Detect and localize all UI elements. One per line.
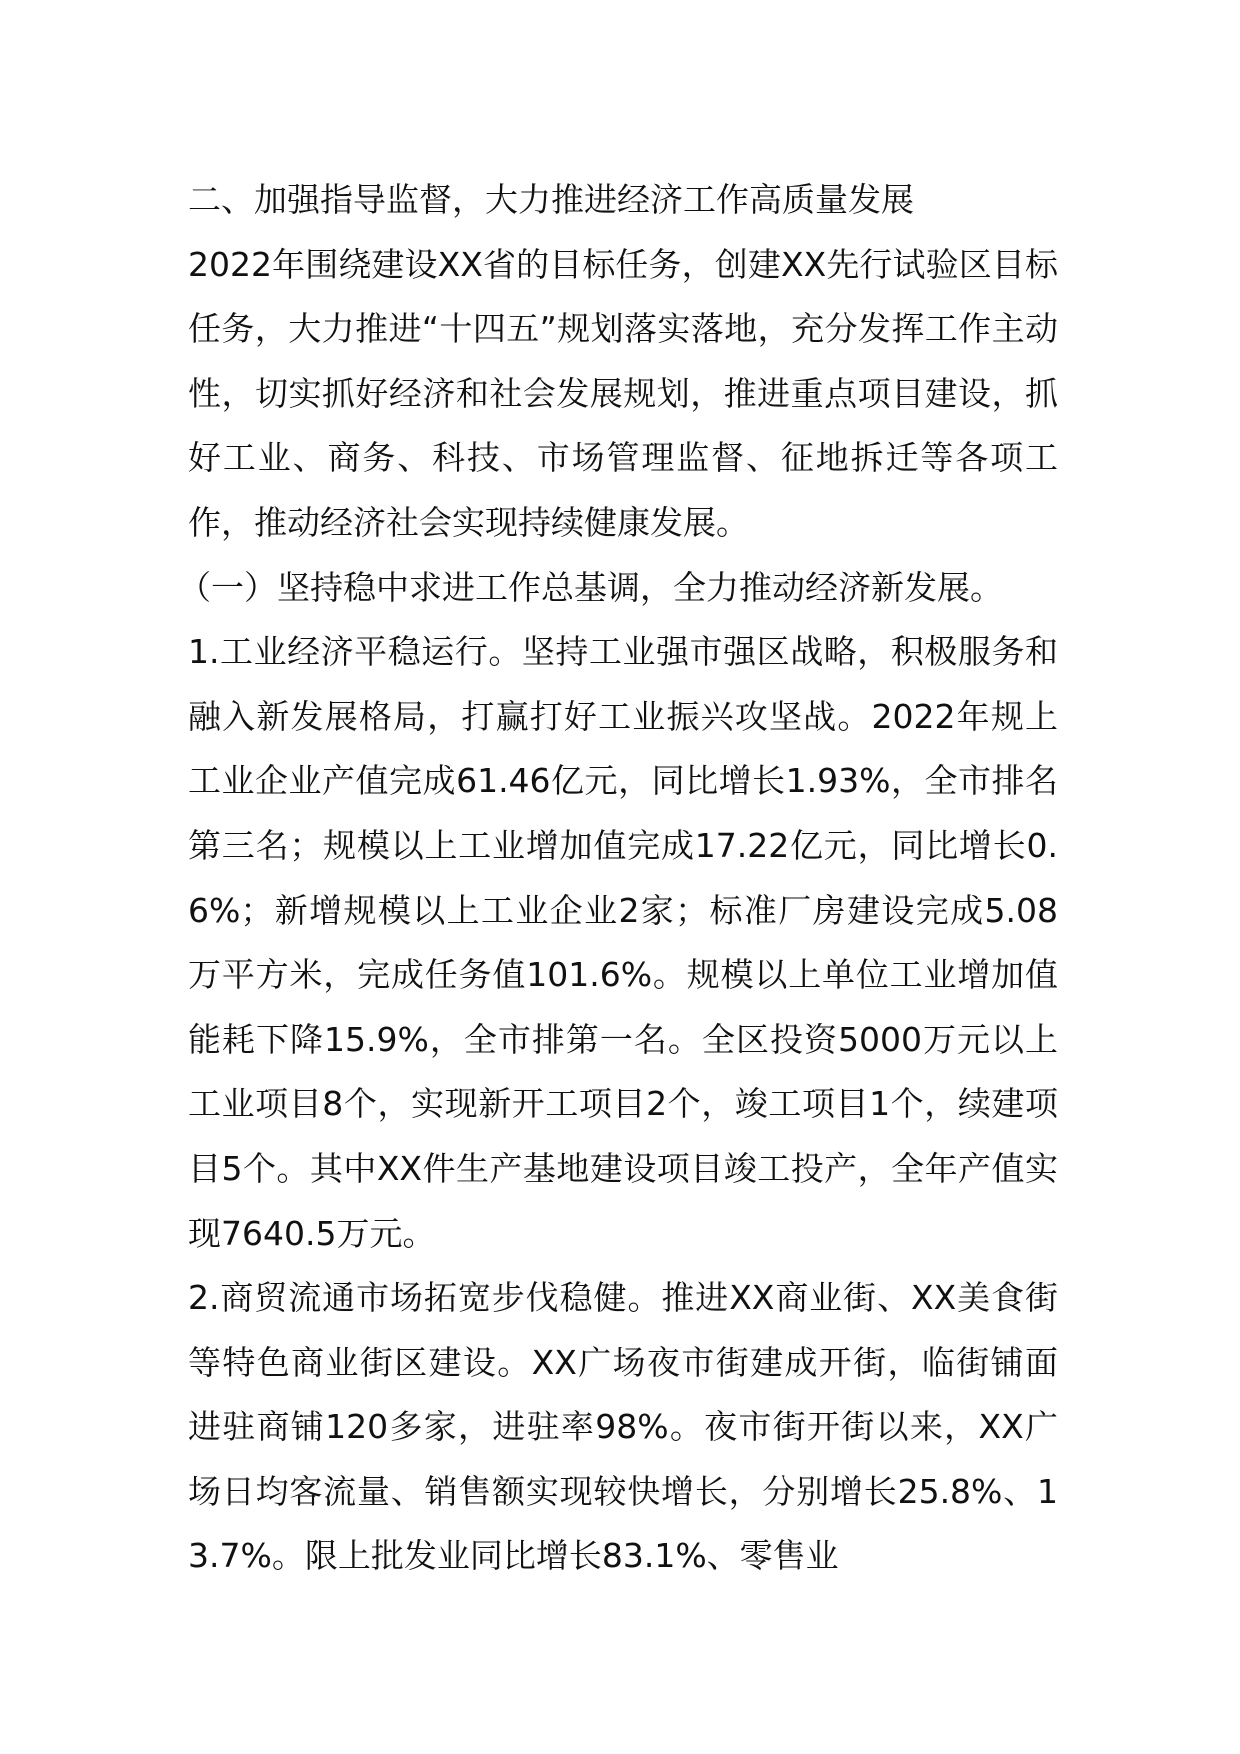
intro-paragraph: 2022年围绕建设XX省的目标任务，创建XX先行试验区目标任务，大力推进“十四五”规划落实落地，充分发挥工作主动性，切实抓好经济和社会发展规划，推进重点项目建设，抓好工业、商务、科技、市场管理监督、征地拆迁等各项工作，推动经济社会实现持续健康发展。 — [188, 244, 1058, 542]
item-2-paragraph: 2.商贸流通市场拓宽步伐稳健。推进XX商业街、XX美食街等特色商业街区建设。XX广场夜市街建成开街，临街铺面进驻商铺120多家，进驻率98%。夜市街开街以来，XX广场日均客流量、销售额实现较快增长，分别增长25.8%、13.7%。限上批发业同比增长83.1%、零售业 — [188, 1278, 1058, 1576]
item-1-paragraph: 1.工业经济平稳运行。坚持工业强市强区战略，积极服务和融入新发展格局，打赢打好工业振兴攻坚战。2022年规上工业企业产值完成61.46亿元，同比增长1.93%，全市排名第三名；规模以上工业增加值完成17.22亿元，同比增长0.6%；新增规模以上工业企业2家；标准厂房建设完成5.08万平方米，完成任务值101.6%。规模以上单位工业增加值能耗下降15.9%，全市排第一名。全区投资5000万元以上工业项目8个，实现新开工项目2个，竣工项目1个，续建项目5个。其中XX件生产基地建设项目竣工投产，全年产值实现7640.5万元。 — [188, 632, 1058, 1253]
document-body — [178, 168, 1058, 1589]
subsection-title: （一）坚持稳中求进工作总基调，全力推动经济新发展。 — [178, 567, 1003, 607]
section-title: 二、加强指导监督，大力推进经济工作高质量发展 — [188, 180, 914, 219]
